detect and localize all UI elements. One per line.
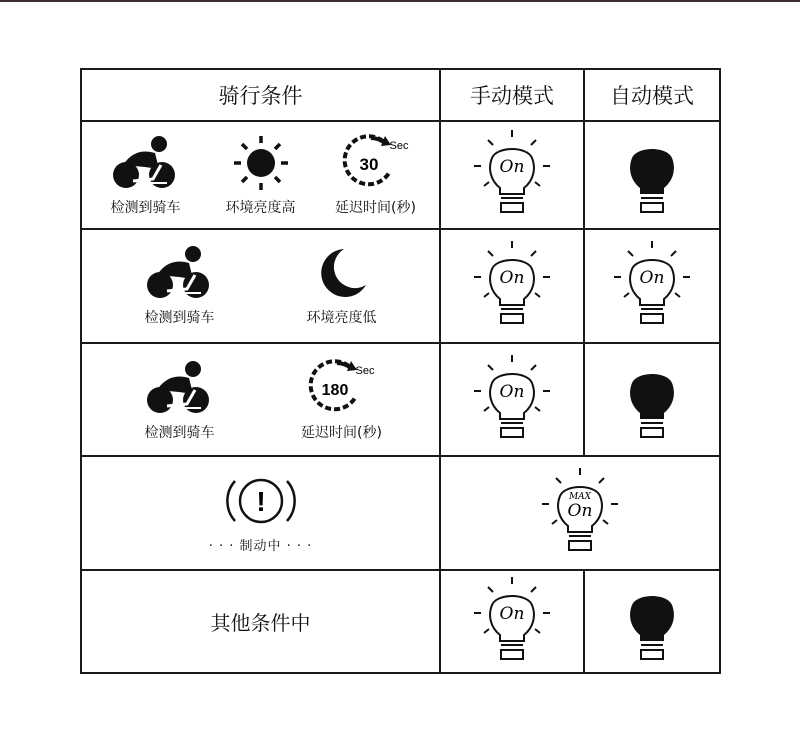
condition-label: 延迟时间(秒) [335, 200, 416, 216]
condition-label: 检测到骑车 [144, 424, 215, 441]
condition-cell [81, 121, 440, 229]
condition-label: · · · 制动中 · · · [208, 538, 313, 554]
manual-mode-cell [440, 570, 584, 673]
table-row [81, 343, 720, 456]
bulb-on-icon [470, 353, 554, 443]
manual-mode-cell [440, 343, 584, 456]
bulb-on-icon [470, 128, 554, 218]
bulb-text: On [639, 268, 665, 288]
brake-warning-icon [223, 473, 299, 529]
condition-cell [81, 570, 440, 673]
riding-light-mode-table [80, 68, 721, 674]
header-row [81, 69, 720, 121]
bulb-max-text: MAX [568, 492, 592, 502]
timer-unit: Sec [355, 364, 374, 377]
bulb-off-icon [610, 575, 694, 665]
bulb-on-icon [610, 239, 694, 329]
table-row [81, 229, 720, 343]
condition-cell [81, 343, 440, 456]
table-row [81, 121, 720, 229]
bulb-on-icon [470, 575, 554, 665]
header-auto-mode: 自动模式 [584, 69, 720, 121]
header-manual-mode: 手动模式 [440, 69, 584, 121]
timer-value: 180 [321, 381, 348, 399]
bulb-off-icon [610, 353, 694, 443]
condition-item [287, 358, 397, 442]
condition-item [82, 473, 439, 554]
condition-label: 检测到骑车 [144, 310, 215, 326]
condition-label: 延迟时间(秒) [301, 424, 382, 441]
bulb-text: On [499, 603, 525, 624]
header-condition: 骑行条件 [81, 69, 440, 121]
condition-cell [81, 229, 440, 343]
bulb-on-icon [470, 239, 554, 329]
bulb-off-icon [610, 128, 694, 218]
combined-mode-cell [440, 456, 720, 570]
condition-label: 其他条件中 [210, 611, 311, 635]
auto-mode-cell [584, 121, 720, 229]
bulb-max-icon [538, 466, 622, 556]
condition-item [125, 245, 235, 327]
condition-item [206, 135, 316, 217]
condition-cell [81, 456, 440, 570]
cyclist-icon [109, 135, 183, 191]
bulb-text: On [567, 501, 593, 521]
bulb-text: On [499, 157, 525, 177]
condition-label: 检测到骑车 [110, 200, 181, 216]
timer-icon [307, 358, 377, 416]
auto-mode-cell [584, 343, 720, 456]
auto-mode-cell [584, 229, 720, 343]
manual-mode-cell [440, 121, 584, 229]
auto-mode-cell [584, 570, 720, 673]
moon-icon [314, 245, 370, 301]
table-row [81, 570, 720, 673]
condition-item [125, 360, 235, 442]
bulb-text: On [499, 381, 525, 402]
condition-label: 环境亮度高 [225, 200, 296, 216]
condition-item [287, 245, 397, 327]
condition-item [91, 135, 201, 217]
timer-value: 30 [359, 155, 378, 174]
sun-icon [233, 135, 289, 191]
cyclist-icon [143, 360, 217, 416]
manual-mode-cell [440, 229, 584, 343]
brake-symbol: ! [255, 485, 266, 517]
table-row [81, 456, 720, 570]
bulb-text: On [499, 268, 525, 288]
timer-unit: Sec [389, 140, 408, 152]
cyclist-icon [143, 245, 217, 301]
timer-icon [341, 133, 411, 191]
condition-item [321, 133, 431, 217]
top-divider [0, 0, 800, 2]
condition-label: 环境亮度低 [306, 310, 377, 326]
